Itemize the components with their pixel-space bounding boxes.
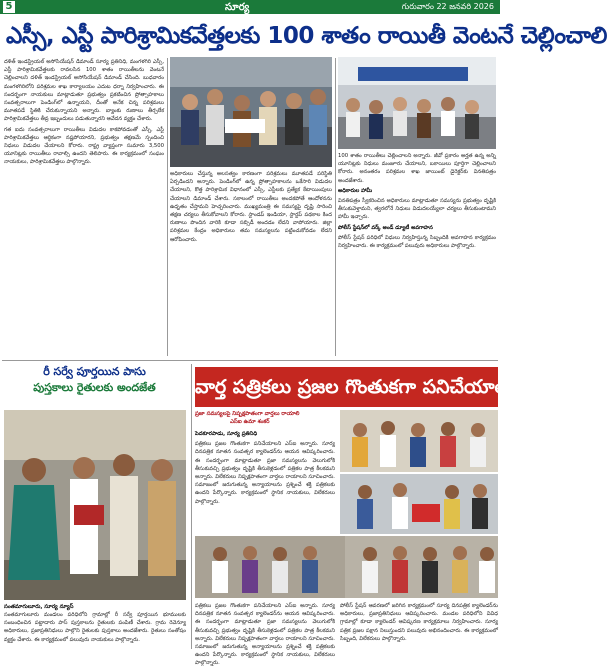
- subheading: అధికారుల హామీ: [338, 187, 373, 194]
- page-header-bar: [0, 0, 500, 14]
- main-story-paragraph: పోలీస్ స్టేషన్ పరిధిలో విధులు నిర్వహిస్తున్న సిబ్బందికి అవగాహన కార్యక్రమం నిర్వహించారు. ఈ కార్యక్రమంలో పలువురు అధికారులు పాల్గొన్నారు.: [338, 234, 496, 250]
- story3-body-right: [340, 602, 498, 649]
- story3-paragraph: పత్రికలు ప్రజల గొంతుకగా పనిచేయాలని ఎస్ఐ అన్నారు. సూర్య దినపత్రిక నూతన సంవత్సర క్యాలెండర్‌ను ఆయన ఆవిష్కరించారు. ఈ సందర్భంగా మాట్లాడుతూ ప్రజా సమస్యలను వెలుగులోకి తీసుకువచ్చి ప్రభుత్వం దృష్టికి తీసుకెళ్లడంలో పత్రికల పాత్ర కీలకమని అన్నారు. విలేకరులు నిష్పక్షపాతంగా వార్తలు రాయాలని సూచించారు. సమాజంలో జరుగుతున్న అన్యాయాలను ప్రశ్నించే శక్తి పత్రికలకు ఉందని పేర్కొన్నారు. కార్యక్రమంలో స్థానిక నాయకులు, విలేకరులు పాల్గొన్నారు.: [195, 441, 335, 505]
- column-divider: [191, 364, 192, 649]
- main-story-paragraph: 100 శాతం రాయితీలు చెల్లించాలని అన్నారు. జీవో ప్రకారం అర్హత ఉన్న అన్ని యూనిట్లకు నిధులు మంజూరు చేయాలని, బకాయిలు పూర్తిగా చెల్లించాలని కోరారు. అనంతరం పరిశ్రమల శాఖ జాయింట్ డైరెక్టర్‌కు వినతిపత్రం అందజేశారు.: [338, 153, 496, 184]
- story2-title: [2, 364, 187, 406]
- story2-paragraph: సంతమాగులూరు మండలం పరిధిలోని గ్రామాల్లో రీ సర్వే పూర్తయిన భూములకు సంబంధించిన పట్టాదారు పాస్ పుస్తకాలను రైతులకు పంపిణీ చేశారు. గ్రామ రెవెన్యూ అధికారులు, ప్రజాప్రతినిధులు పాల్గొని రైతులకు పుస్తకాలు అందజేశారు. రైతులు సంతోషం వ్యక్తం చేశారు. ఈ కార్యక్రమంలో పలువురు నాయకులు పాల్గొన్నారు.: [4, 612, 186, 643]
- passbook-distribution-photo: [4, 410, 186, 600]
- calendar-launch-photo-2: [340, 474, 498, 534]
- dharna-photo: [338, 57, 496, 149]
- subheading: పోలీస్ స్టేషన్‌లో వర్క్ అండ్ డ్యూటీ అవగాహన: [338, 224, 433, 231]
- calendar-launch-photo-3: [195, 536, 498, 598]
- main-story-paragraph: దళిత్ ఇండస్ట్రియల్ అసోసియేషన్ డిమాండ్ సూర్య ప్రతినిధి, మంగళగిరి ఎస్సీ, ఎస్టీ పారిశ్రామికవేత్తలకు రావలసిన 100 శాతం రాయితీలను వెంటనే చెల్లించాలని దళిత్ ఇండస్ట్రియల్ అసోసియేషన్ డిమాండ్ చేసింది. బుధవారం మంగళగిరిలోని పరిశ్రమల శాఖ కార్యాలయం ఎదుట ధర్నా నిర్వహించారు. ఈ సందర్భంగా నాయకులు మాట్లాడుతూ ప్రభుత్వం ప్రకటించిన ప్రోత్సాహకాలు సంవత్సరాలుగా పెండింగ్‌లో ఉన్నాయని, దీంతో అనేక చిన్న పరిశ్రమలు మూతపడే స్థితికి చేరుకున్నాయని అన్నారు. బ్యాంకు రుణాలు తీర్చలేక పారిశ్రామికవేత్తలు తీవ్ర ఇబ్బందులు పడుతున్నారని ఆవేదన వ్యక్తం చేశారు.: [4, 59, 164, 123]
- main-story-paragraph: గత ఐదు సంవత్సరాలుగా రాయితీలు విడుదల కాకపోవడంతో ఎస్సీ, ఎస్టీ పారిశ్రామికవేత్తలు ఆర్థికంగా నష్టపోయారని, ప్రభుత్వం తక్షణమే స్పందించి నిధులు విడుదల చేయాలని కోరారు. రాష్ట్ర వ్యాప్తంగా సుమారు 3,500 యూనిట్లకు రాయితీలు రావాల్సి ఉందని తెలిపారు. ఈ కార్యక్రమంలో సంఘం నాయకులు, పారిశ్రామికవేత్తలు పాల్గొన్నారు.: [4, 126, 164, 166]
- story2-title-line1: రీ సర్వే పూర్తయిన పాసు: [43, 365, 146, 378]
- main-story-column-2: [170, 170, 332, 358]
- main-headline: ఎస్సీ, ఎస్టీ పారిశ్రామికవేత్తలకు 100 శాతం రాయితీ వెంటనే చెల్లించాలి: [6, 23, 607, 49]
- story2-dateline: సంతమాగులూరు, సూర్య న్యూస్: [4, 604, 74, 610]
- main-story-paragraph: వినతిపత్రం స్వీకరించిన అధికారులు మాట్లాడుతూ సమస్యను ప్రభుత్వం దృష్టికి తీసుకువెళ్తామని, త్వరలోనే నిధులు విడుదలయ్యేలా చర్యలు తీసుకుంటామని హామీ ఇచ్చారు.: [338, 198, 496, 221]
- story3-byline: పెదకూరపాడు, సూర్య ప్రతినిధి: [195, 431, 258, 437]
- column-divider: [335, 58, 336, 356]
- story2-body: [4, 611, 186, 649]
- main-story-column-1: [4, 58, 164, 358]
- calendar-launch-photo-1: [340, 410, 498, 472]
- issue-date: గురువారం 22 జనవరి 2026: [401, 2, 494, 11]
- protest-photo: [170, 57, 332, 167]
- masthead: సూర్య: [225, 2, 250, 13]
- story3-kicker-2: ఎస్ఐ ఉమా శంకర్: [230, 419, 270, 425]
- story2-title-line2: పుస్తకాలు రైతులకు అందజేత: [33, 381, 156, 394]
- main-story-column-3: [338, 152, 496, 358]
- story3-paragraph: పోలీస్ స్టేషన్ ఆవరణలో జరిగిన కార్యక్రమంలో సూర్య దినపత్రిక క్యాలెండర్‌ను అధికారులు, ప్రజాప్రతినిధులు ఆవిష్కరించారు. మండల పరిధిలోని వివిధ గ్రామాల్లో కూడా క్యాలెండర్ ఆవిష్కరణ కార్యక్రమాలు నిర్వహించారు. సూర్య పత్రిక ప్రజల పక్షాన నిలుస్తుందని పలువురు అభినందించారు. ఈ కార్యక్రమంలో సిబ్బంది, విలేకరులు పాల్గొన్నారు.: [340, 603, 498, 642]
- column-divider: [167, 58, 168, 356]
- story3-kicker: ప్రజా సమస్యలపై నిష్పక్షపాతంగా వార్తలు రాయాలి: [195, 411, 300, 417]
- story3-paragraph: పత్రికలు ప్రజల గొంతుకగా పనిచేయాలని ఎస్ఐ అన్నారు. సూర్య దినపత్రిక నూతన సంవత్సర క్యాలెండర్‌ను ఆయన ఆవిష్కరించారు. ఈ సందర్భంగా మాట్లాడుతూ ప్రజా సమస్యలను వెలుగులోకి తీసుకువచ్చి ప్రభుత్వం దృష్టికి తీసుకెళ్లడంలో పత్రికల పాత్ర కీలకమని అన్నారు. విలేకరులు నిష్పక్షపాతంగా వార్తలు రాయాలని సూచించారు. సమాజంలో జరుగుతున్న అన్యాయాలను ప్రశ్నించే శక్తి పత్రికలకు ఉందని పేర్కొన్నారు. కార్యక్రమంలో స్థానిక నాయకులు, విలేకరులు పాల్గొన్నారు.: [195, 603, 335, 667]
- page-number: 5: [3, 1, 15, 13]
- section-divider: [2, 360, 498, 361]
- main-story-paragraph: అధికారులు చేస్తున్న అలసత్వం కారణంగా పరిశ్రమలు మూతపడే పరిస్థితి ఏర్పడిందని అన్నారు. పెండింగ్‌లో ఉన్న ప్రోత్సాహకాలను ఒకేసారి విడుదల చేయాలని, కొత్త పారిశ్రామిక విధానంలో ఎస్సీ, ఎస్టీలకు ప్రత్యేక కేటాయింపులు చేయాలని డిమాండ్ చేశారు. సకాలంలో రాయితీలు అందకపోతే ఆందోళనను ఉధృతం చేస్తామని హెచ్చరించారు. ముఖ్యమంత్రి ఈ సమస్యపై దృష్టి సారించి తక్షణ చర్యలు తీసుకోవాలని కోరారు. స్టాండప్ ఇండియా, స్టార్టప్ పథకాల కింద రుణాలు పొందిన వారికి కూడా సబ్సిడీ అందడం లేదని వాపోయారు. జిల్లా పరిశ్రమల కేంద్రం అధికారులు తమ సమస్యలను పట్టించుకోవడం లేదని ఆరోపించారు.: [170, 171, 332, 243]
- story3-banner-headline: వార్త పత్రికలు ప్రజల గొంతుకగా పనిచేయాలి: [195, 367, 498, 407]
- story3-body-bottom: [195, 602, 335, 667]
